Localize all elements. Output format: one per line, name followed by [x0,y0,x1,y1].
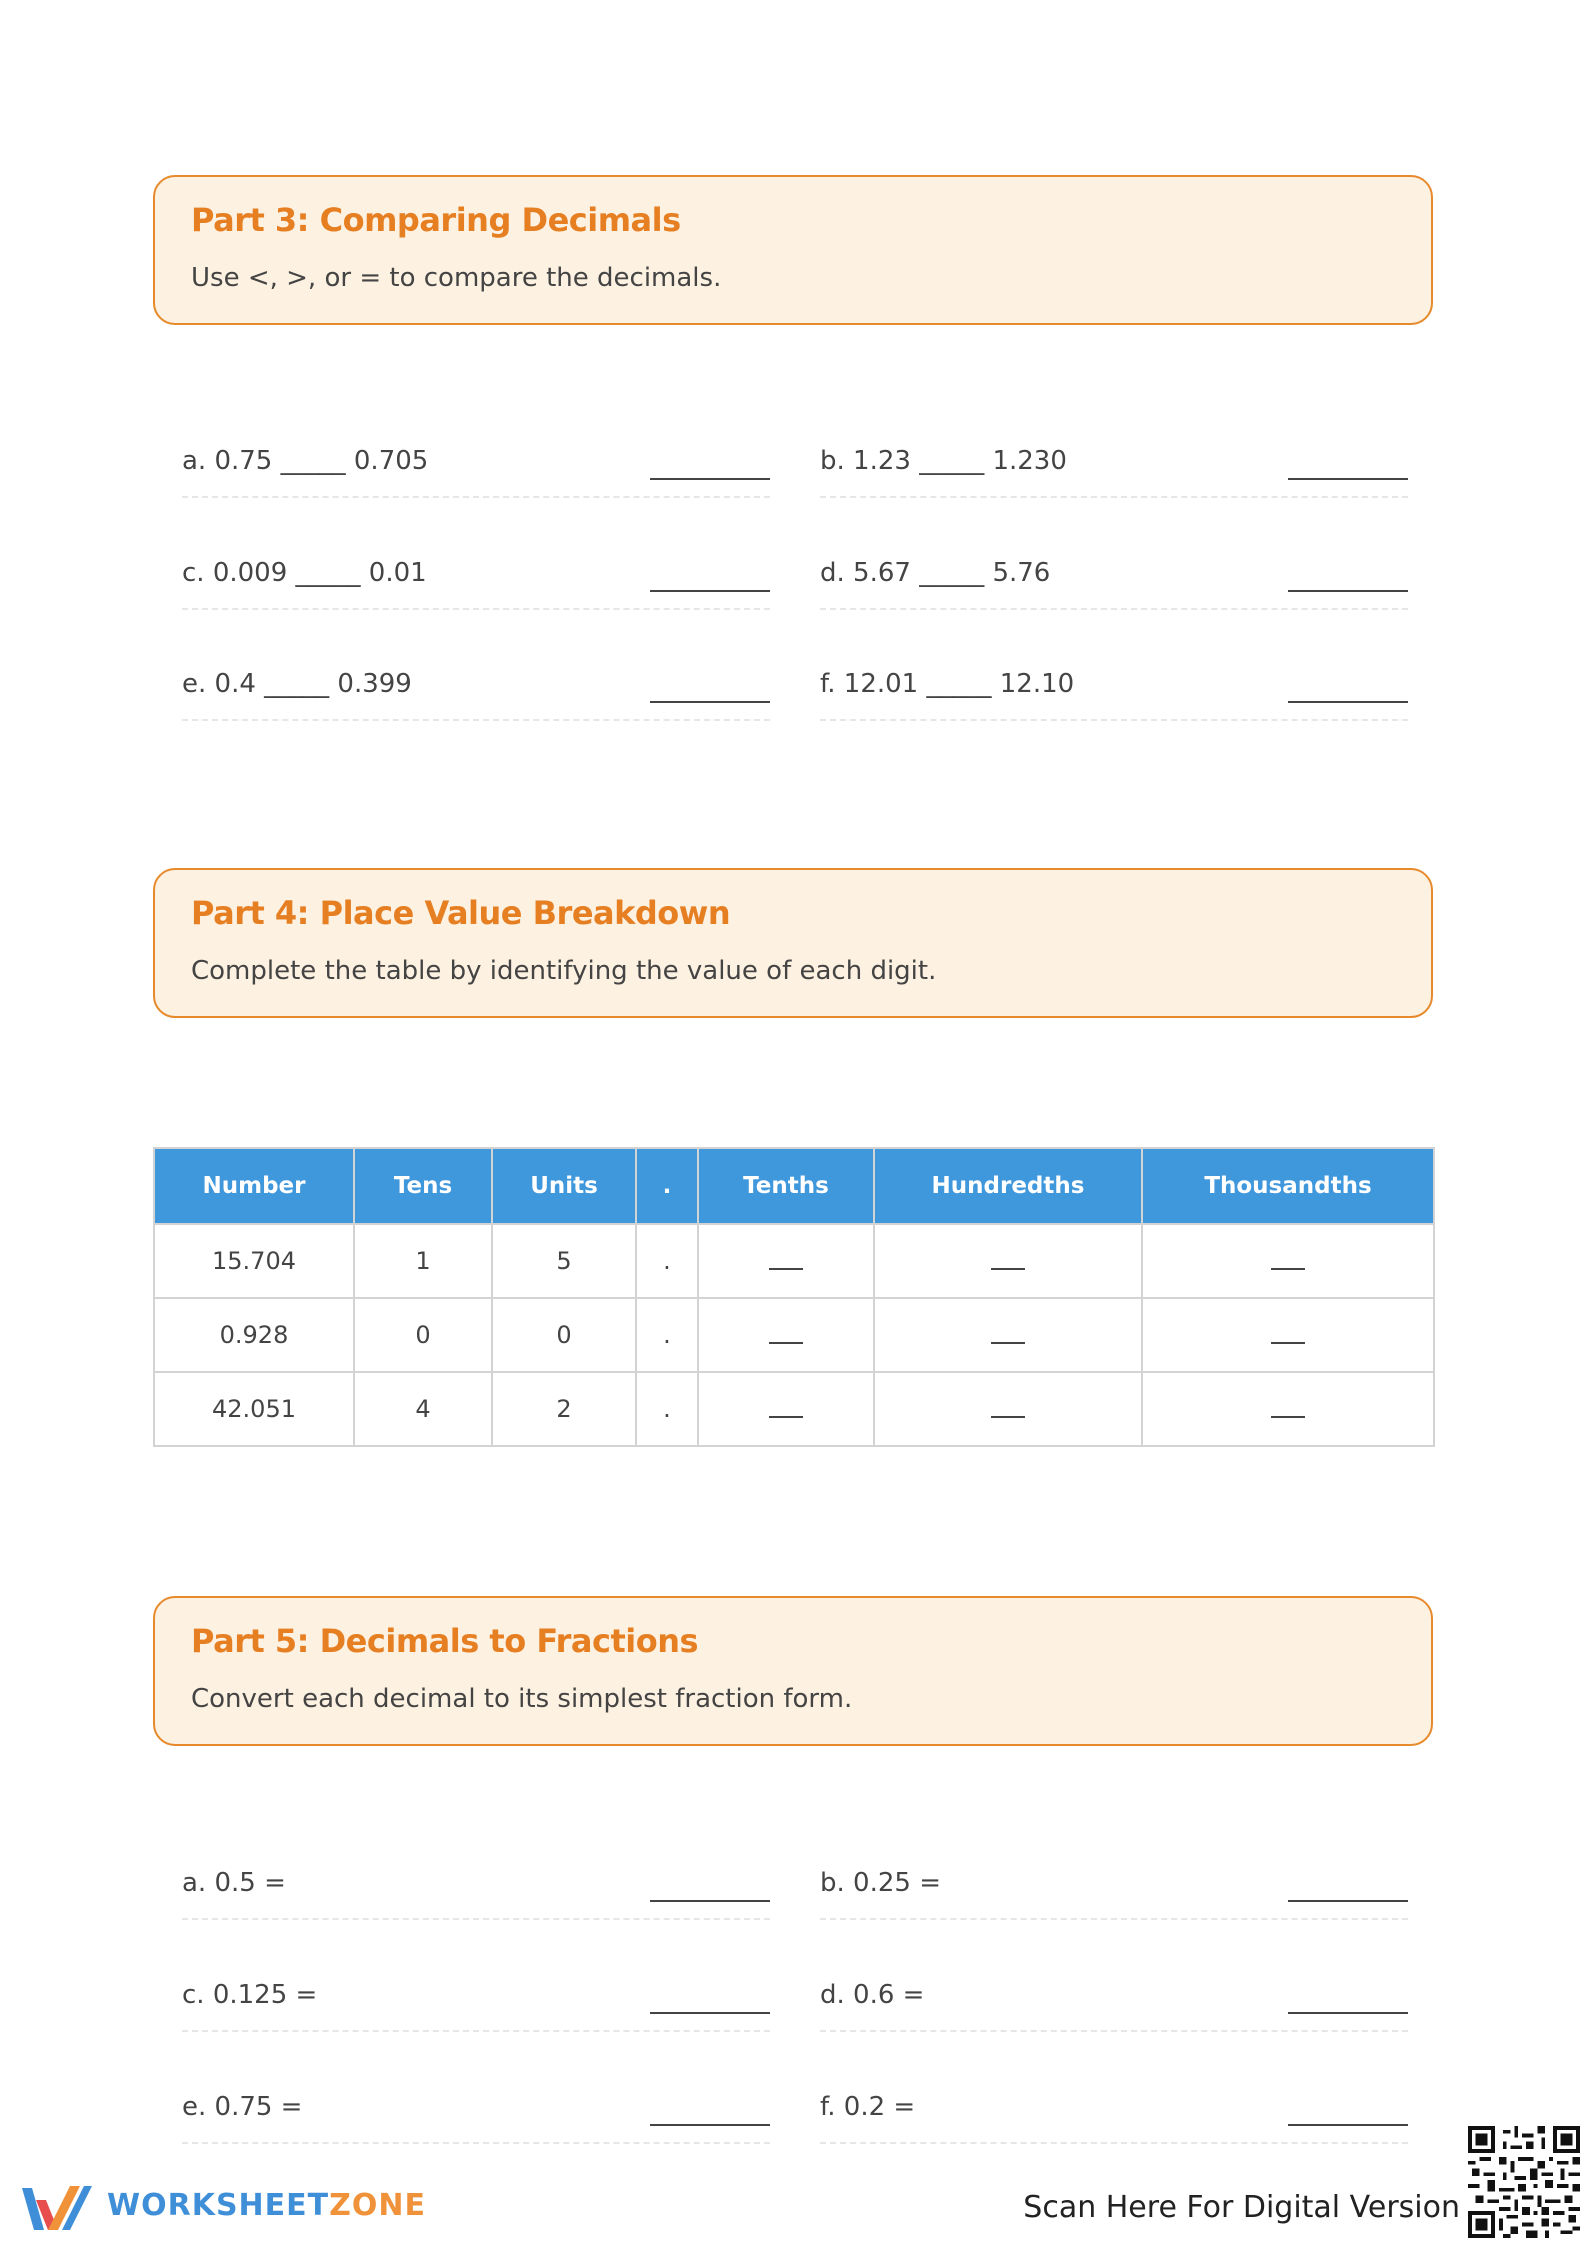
answer-line[interactable] [650,2012,770,2014]
part3-question-f [820,661,1408,721]
cell-point: . [636,1298,698,1372]
question-text: d. 0.6 = [820,1980,925,2010]
part4-title: Part 4: Place Value Breakdown [191,894,731,932]
part4-instruction: Complete the table by identifying the value of each digit. [191,956,937,986]
cell-number: 15.704 [154,1224,354,1298]
part3-question-c [182,550,770,610]
table-row [154,1372,1434,1446]
part5-question-d [820,1972,1408,2032]
cell-tens: 0 [354,1298,492,1372]
part3-question-e [182,661,770,721]
answer-blank[interactable] [769,1268,803,1270]
answer-line[interactable] [650,701,770,703]
question-text: b. 0.25 = [820,1868,941,1898]
answer-blank[interactable] [991,1416,1025,1418]
answer-blank[interactable] [769,1342,803,1344]
answer-line[interactable] [1288,590,1408,592]
answer-blank[interactable] [769,1416,803,1418]
part5-question-a [182,1860,770,1920]
cell-tens: 4 [354,1372,492,1446]
part5-question-f [820,2084,1408,2144]
part4-header [153,868,1433,1018]
part5-question-b [820,1860,1408,1920]
part3-header [153,175,1433,325]
cell-thousandths-blank[interactable] [1142,1298,1434,1372]
cell-units: 2 [492,1372,636,1446]
answer-line[interactable] [1288,2012,1408,2014]
cell-hundredths-blank[interactable] [874,1224,1142,1298]
table-row [154,1224,1434,1298]
cell-number: 0.928 [154,1298,354,1372]
column-header-tens: Tens [354,1148,492,1224]
question-text: a. 0.5 = [182,1868,286,1898]
answer-line[interactable] [650,2124,770,2126]
worksheetzone-logo-icon [18,2180,96,2238]
part3-instruction: Use <, >, or = to compare the decimals. [191,263,722,293]
scan-text: Scan Here For Digital Version [1023,2190,1460,2225]
question-text: d. 5.67 _____ 5.76 [820,558,1051,588]
answer-line[interactable] [650,478,770,480]
answer-line[interactable] [1288,478,1408,480]
part3-question-a [182,438,770,498]
cell-thousandths-blank[interactable] [1142,1372,1434,1446]
question-text: e. 0.75 = [182,2092,303,2122]
answer-line[interactable] [650,1900,770,1902]
place-value-table [153,1147,1435,1447]
cell-tens: 1 [354,1224,492,1298]
answer-blank[interactable] [1271,1268,1305,1270]
column-header-point: . [636,1148,698,1224]
answer-line[interactable] [1288,2124,1408,2126]
cell-hundredths-blank[interactable] [874,1372,1142,1446]
column-header-thousandths: Thousandths [1142,1148,1434,1224]
cell-units: 5 [492,1224,636,1298]
column-header-tenths: Tenths [698,1148,874,1224]
column-header-hundredths: Hundredths [874,1148,1142,1224]
part5-question-e [182,2084,770,2144]
brand-name-part2: ZONE [329,2188,426,2223]
part5-question-c [182,1972,770,2032]
answer-line[interactable] [1288,1900,1408,1902]
part5-title: Part 5: Decimals to Fractions [191,1622,699,1660]
brand-name-part1: WORKSHEET [107,2188,330,2223]
cell-point: . [636,1372,698,1446]
answer-blank[interactable] [991,1342,1025,1344]
cell-hundredths-blank[interactable] [874,1298,1142,1372]
part5-instruction: Convert each decimal to its simplest fraction form. [191,1684,853,1714]
cell-tenths-blank[interactable] [698,1372,874,1446]
qr-code-icon[interactable] [1468,2126,1580,2238]
part3-question-d [820,550,1408,610]
table-row [154,1298,1434,1372]
question-text: f. 12.01 _____ 12.10 [820,669,1075,699]
cell-tenths-blank[interactable] [698,1298,874,1372]
cell-number: 42.051 [154,1372,354,1446]
table-header-row [154,1148,1434,1224]
answer-blank[interactable] [991,1268,1025,1270]
question-text: e. 0.4 _____ 0.399 [182,669,412,699]
part3-question-b [820,438,1408,498]
cell-units: 0 [492,1298,636,1372]
cell-tenths-blank[interactable] [698,1224,874,1298]
answer-blank[interactable] [1271,1342,1305,1344]
answer-blank[interactable] [1271,1416,1305,1418]
part3-title: Part 3: Comparing Decimals [191,201,681,239]
part5-header [153,1596,1433,1746]
answer-line[interactable] [1288,701,1408,703]
question-text: c. 0.009 _____ 0.01 [182,558,427,588]
cell-point: . [636,1224,698,1298]
question-text: f. 0.2 = [820,2092,916,2122]
cell-thousandths-blank[interactable] [1142,1224,1434,1298]
question-text: a. 0.75 _____ 0.705 [182,446,429,476]
column-header-number: Number [154,1148,354,1224]
question-text: b. 1.23 _____ 1.230 [820,446,1067,476]
answer-line[interactable] [650,590,770,592]
question-text: c. 0.125 = [182,1980,318,2010]
brand-name [107,2188,426,2223]
column-header-units: Units [492,1148,636,1224]
